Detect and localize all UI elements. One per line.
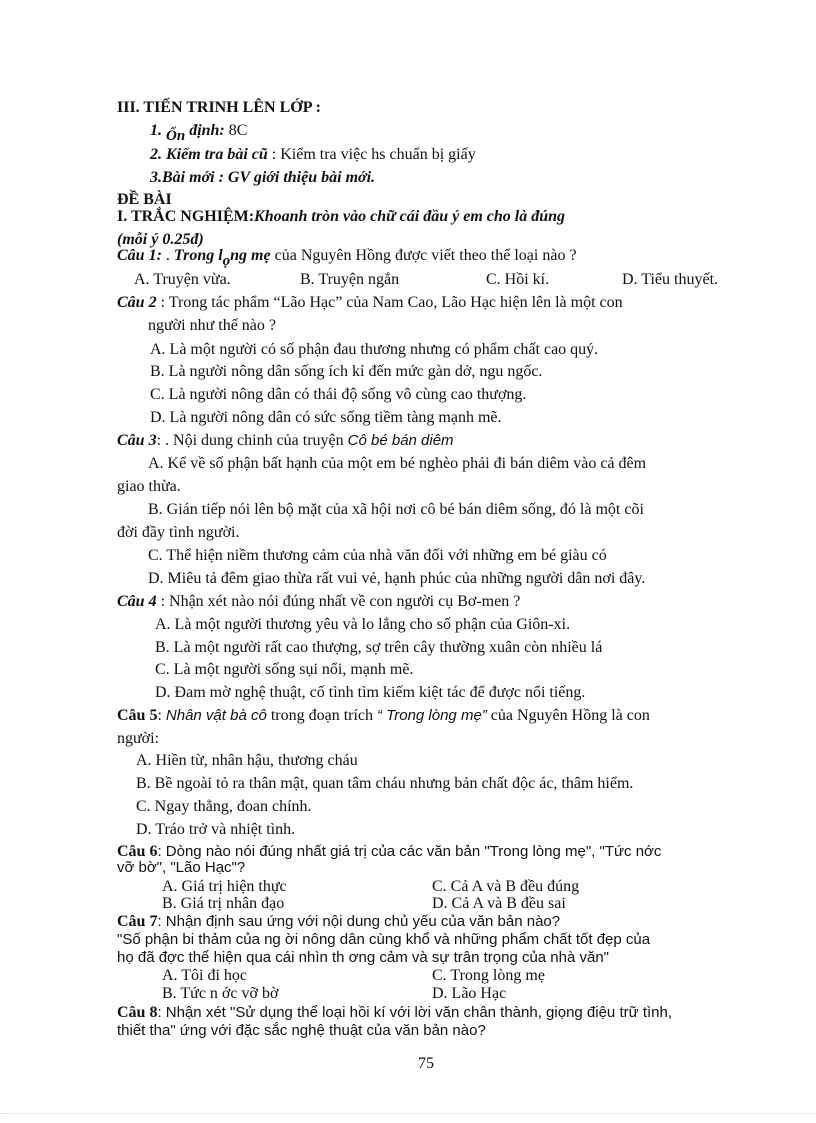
question-7-option-a: A. Tôi đi học: [162, 967, 248, 984]
question-1-title-a: Trong l: [173, 247, 223, 264]
step-3: [150, 168, 375, 188]
part-1-label: I. TRẮC NGHIỆM:: [117, 208, 255, 225]
page-number: 75: [418, 1055, 434, 1072]
question-6-option-c: C. Cả A và B đều đúng: [432, 878, 580, 895]
question-5-line-2: người:: [117, 730, 160, 747]
question-7: [117, 912, 560, 932]
step-1-label-b: định:: [185, 122, 225, 139]
question-4-option-a: A. Là một người thương yêu và lo lắng cho số phận của Giôn-xi.: [155, 616, 571, 633]
question-3-option-c: C. Thể hiện niềm thương cảm của nhà văn đối với những em bé giàu có: [148, 547, 607, 564]
question-1: [117, 246, 577, 269]
step-1-number: 1.: [150, 122, 166, 139]
question-2-option-c: C. Là người nông dân có thái độ sống vô cùng cao thượng.: [150, 386, 527, 403]
part-1-heading: [117, 207, 565, 227]
question-3-option-b-line-1: B. Gián tiếp nói lên bộ mặt của xã hội nơi cô bé bán diêm sống, đó là một cõi: [148, 501, 644, 518]
question-5-option-d: D. Tráo trở và nhiệt tình.: [136, 821, 296, 838]
question-7-line-3: họ đã đợc thể hiện qua cái nhìn th ơng cảm và sự trân trọng của nhà văn": [117, 949, 610, 966]
question-7-option-b: B. Tức n ớc vỡ bờ: [162, 985, 279, 1002]
question-1-option-b: B. Truyện ngắn: [300, 271, 400, 288]
question-3-label: Câu 3: [117, 432, 157, 449]
question-8-line-1: : Nhận xét "Sử dụng thể loại hồi kí với lời văn chân thành, giọng điệu trữ tình,: [157, 1004, 673, 1021]
question-7-line-2: "Số phận bi thảm của ng ời nông dân cùng khổ và những phẩm chất tốt đẹp của: [117, 931, 651, 948]
question-3: [117, 431, 454, 451]
question-1-label: Câu 1:: [117, 247, 166, 264]
question-6-option-a: A. Giá trị hiện thực: [162, 878, 287, 895]
question-4-option-b: B. Là một người rất cao thượng, sợ trên cây thường xuân còn nhiều lá: [155, 639, 603, 656]
question-2-line-2: người như thế nào ?: [148, 317, 276, 334]
question-6-option-b: B. Giá trị nhân đạo: [162, 895, 285, 912]
question-7-line-1: : Nhận định sau ứng với nội dung chủ yếu của văn bản nào?: [157, 913, 561, 930]
step-1: [150, 121, 248, 144]
question-1-option-d: D. Tiểu thuyết.: [622, 271, 719, 288]
step-2-label: 2. Kiểm tra bài cũ: [150, 146, 268, 163]
step-1-class: 8C: [224, 122, 248, 139]
question-5-option-a: A. Hiền từ, nhân hậu, thương cháu: [136, 752, 358, 769]
question-5-subject: Nhân vật bà cô: [165, 707, 267, 724]
question-5-colon: :: [157, 707, 166, 724]
step-2: [150, 145, 476, 165]
question-2-option-a: A. Là một người có số phận đau thương nhưng có phẩm chất cao quý.: [150, 341, 599, 358]
part-1-points: (mỗi ý 0.25đ): [117, 231, 204, 248]
question-5: [117, 706, 650, 726]
step-3-text: GV giới thiệu bài mới.: [227, 169, 376, 186]
question-7-label: Câu 7: [117, 913, 158, 930]
question-8-line-2: thiết tha" ứng với đặc sắc nghệ thuật của văn bản nào?: [117, 1022, 486, 1039]
question-5-rest: của Nguyên Hồng là con: [486, 707, 650, 724]
question-1-option-a: A. Truyện vừa.: [134, 271, 231, 288]
question-3-option-b-line-2: đời đầy tình người.: [117, 524, 240, 541]
question-5-title: “ Trong lòng mẹ”: [377, 707, 487, 724]
exam-title: ĐỀ BÀI: [117, 191, 172, 208]
part-1-instruction: Khoanh tròn vào chữ cái đầu ý em cho là đúng: [254, 208, 566, 225]
page-bottom-divider: [0, 1113, 816, 1114]
step-1-label-a: Ổn: [166, 128, 186, 144]
question-7-option-d: D. Lão Hạc: [432, 985, 507, 1002]
question-3-option-a-line-2: giao thừa.: [117, 478, 181, 495]
question-4-text: : Nhận xét nào nói đúng nhất về con người cụ Bơ-men ?: [156, 593, 521, 610]
question-1-dot: .: [165, 247, 174, 264]
question-8-label: Câu 8: [117, 1004, 158, 1021]
question-3-option-d: D. Miêu tả đêm giao thừa rất vui vẻ, hạnh phúc của những người dân nơi đây.: [148, 570, 646, 587]
question-2-option-b: B. Là người nông dân sống ích kỉ đến mức gàn dở, ngu ngốc.: [150, 363, 543, 380]
step-3-label: 3.Bài mới :: [150, 169, 228, 186]
question-5-option-b: B. Bề ngoài tỏ ra thân mật, quan tâm cháu nhưng bản chất độc ác, thâm hiểm.: [136, 775, 634, 792]
question-2: [117, 293, 743, 313]
section-heading: III. TIẾN TRINH LÊN LỚP :: [117, 99, 321, 116]
question-4-label: Câu 4: [117, 593, 157, 610]
question-2-line-1: : Trong tác phẩm “Lão Hạc” của Nam Cao, Lão Hạc hiện lên là một con: [156, 294, 623, 311]
question-3-text: : . Nội dung chinh của truyện: [156, 432, 348, 449]
question-2-option-d: D. Là người nông dân có sức sống tiềm tàng mạnh mẽ.: [150, 409, 502, 426]
question-1-title-c: ng mẹ: [230, 247, 271, 264]
question-2-label: Câu 2: [117, 294, 157, 311]
question-5-mid: trong đoạn trích: [266, 707, 378, 724]
question-6-line-2: vỡ bờ", "Lão Hạc"?: [117, 859, 246, 876]
question-4: [117, 592, 520, 612]
question-5-option-c: C. Ngay thẳng, đoan chính.: [136, 798, 312, 815]
question-1-title-b: ọ: [222, 253, 231, 269]
question-6-line-1: : Dòng nào nói đúng nhất giá trị của các văn bản "Trong lòng mẹ", "Tức nớc: [157, 843, 662, 860]
question-5-label: Câu 5: [117, 707, 158, 724]
question-6-option-d: D. Cả A và B đều sai: [432, 895, 566, 912]
question-4-option-c: C. Là một người sống sụi nổi, mạnh mẽ.: [155, 661, 414, 678]
step-2-text: : Kiểm tra việc hs chuẩn bị giấy: [267, 146, 476, 163]
question-8: [117, 1003, 672, 1023]
question-7-option-c: C. Trong lòng mẹ: [432, 967, 545, 984]
question-1-option-c: C. Hồi kí.: [486, 271, 550, 288]
question-4-option-d: D. Đam mờ nghệ thuật, cố tình tìm kiếm kiệt tác để được nổi tiếng.: [155, 684, 586, 701]
question-3-option-a-line-1: A. Kể về số phận bất hạnh của một em bé nghèo phải đi bán diêm vào cả đêm: [148, 455, 647, 472]
question-1-text: của Nguyên Hồng được viết theo thể loại nào ?: [270, 247, 577, 264]
question-3-title: Cô bé bán diêm: [347, 432, 454, 449]
question-6-label: Câu 6: [117, 843, 158, 860]
